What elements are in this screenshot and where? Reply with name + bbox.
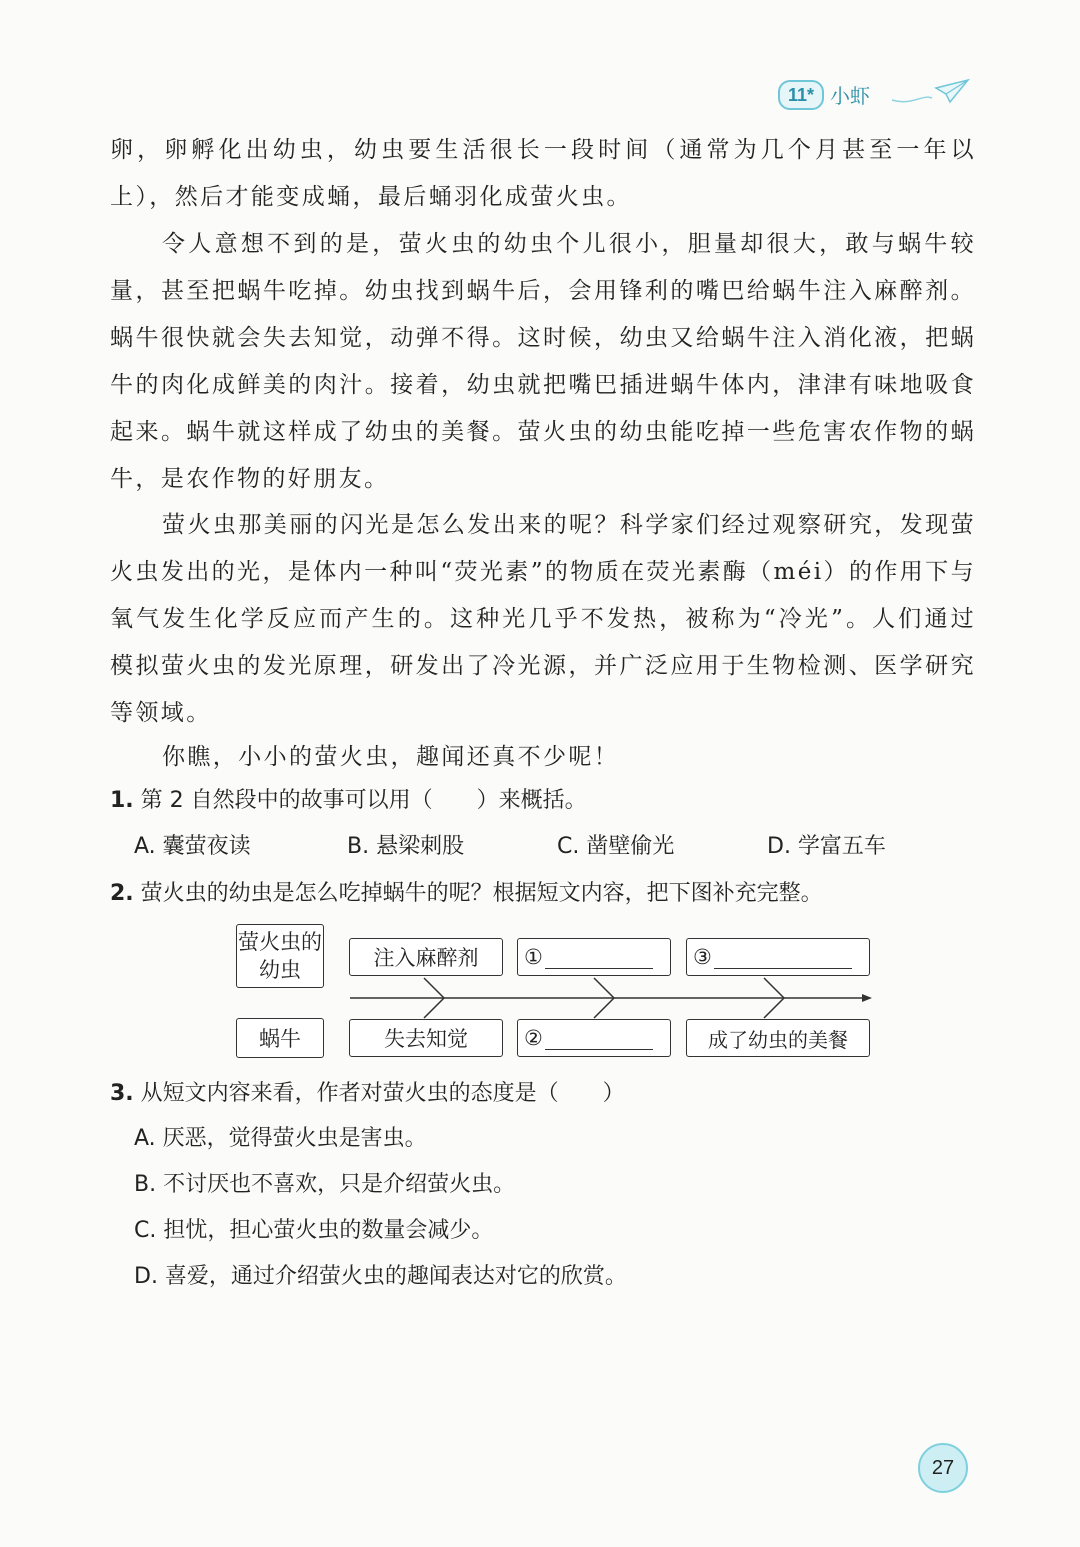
- q3-option-d[interactable]: D. 喜爱，通过介绍萤火虫的趣闻表达对它的欣赏。: [134, 1264, 627, 1289]
- q1-option-d[interactable]: D. 学富五车: [767, 834, 886, 859]
- blank-marker: ①: [524, 945, 543, 969]
- question-text: 从短文内容来看，作者对萤火虫的态度是（ ）: [140, 1081, 625, 1106]
- question-text: 第 2 自然段中的故事可以用（ ）来概括。: [140, 788, 587, 813]
- question-3: [110, 1079, 625, 1109]
- answer-line[interactable]: [714, 946, 852, 969]
- passage-paragraph-3: 萤火虫那美丽的闪光是怎么发出来的呢？科学家们经过观察研究，发现萤火虫发出的光，是体内一种叫“荧光素”的物质在荧光素酶（méi）的作用下与氧气发生化学反应而产生的。这种光几乎不发热，被称为“冷光”。人们通过模拟萤火虫的发光原理，研发出了冷光源，并广泛应用于生物检测、医学研究等领域。: [110, 512, 976, 726]
- page-number: 27: [918, 1443, 968, 1493]
- q3-option-c[interactable]: C. 担忧，担心萤火虫的数量会减少。: [134, 1218, 494, 1243]
- answer-line[interactable]: [545, 946, 653, 969]
- passage-paragraph-4: 你瞧，小小的萤火虫，趣闻还真不少呢！: [162, 744, 620, 770]
- question-number: 3.: [110, 1081, 134, 1106]
- diagram-step-anesthetic: 注入麻醉剂: [349, 938, 503, 976]
- unit-title: 小虾: [830, 84, 870, 108]
- diagram-subject-snail: 蜗牛: [236, 1018, 324, 1058]
- diagram-blank-1[interactable]: [517, 938, 671, 976]
- diagram-step-unconscious: 失去知觉: [349, 1019, 503, 1057]
- diagram-step-meal: 成了幼虫的美餐: [686, 1019, 870, 1057]
- q1-option-a[interactable]: A. 囊萤夜读: [134, 834, 251, 859]
- diagram-blank-3[interactable]: [686, 938, 870, 976]
- answer-line[interactable]: [545, 1027, 653, 1050]
- passage-paragraph-2: 令人意想不到的是，萤火虫的幼虫个儿很小，胆量却很大，敢与蜗牛较量，甚至把蜗牛吃掉。幼虫找到蜗牛后，会用锋利的嘴巴给蜗牛注入麻醉剂。蜗牛很快就会失去知觉，动弹不得。这时候，幼虫又给蜗牛注入消化液，把蜗牛的肉化成鲜美的肉汁。接着，幼虫就把嘴巴插进蜗牛体内，津津有味地吸食起来。蜗牛就这样成了幼虫的美餐。萤火虫的幼虫能吃掉一些危害农作物的蜗牛，是农作物的好朋友。: [110, 231, 976, 492]
- question-number: 1.: [110, 788, 134, 813]
- arrow-head-icon: [862, 994, 872, 1002]
- passage-paragraph-1: 卵，卵孵化出幼虫，幼虫要生活很长一段时间（通常为几个月甚至一年以上），然后才能变成蛹，最后蛹羽化成萤火虫。: [110, 137, 976, 210]
- question-text: 萤火虫的幼虫是怎么吃掉蜗牛的呢？根据短文内容，把下图补充完整。: [140, 881, 823, 906]
- unit-number: 11*: [778, 80, 824, 110]
- diagram-blank-2[interactable]: [517, 1019, 671, 1057]
- q3-option-a[interactable]: A. 厌恶，觉得萤火虫是害虫。: [134, 1126, 427, 1151]
- blank-marker: ②: [524, 1026, 543, 1050]
- question-number: 2.: [110, 881, 134, 906]
- diagram-subject-larva: 萤火虫的幼虫: [236, 924, 324, 988]
- blank-marker: ③: [693, 945, 712, 969]
- q1-option-b[interactable]: B. 悬梁刺股: [347, 834, 465, 859]
- q1-option-c[interactable]: C. 凿壁偷光: [557, 834, 675, 859]
- q3-option-b[interactable]: B. 不讨厌也不喜欢，只是介绍萤火虫。: [134, 1172, 516, 1197]
